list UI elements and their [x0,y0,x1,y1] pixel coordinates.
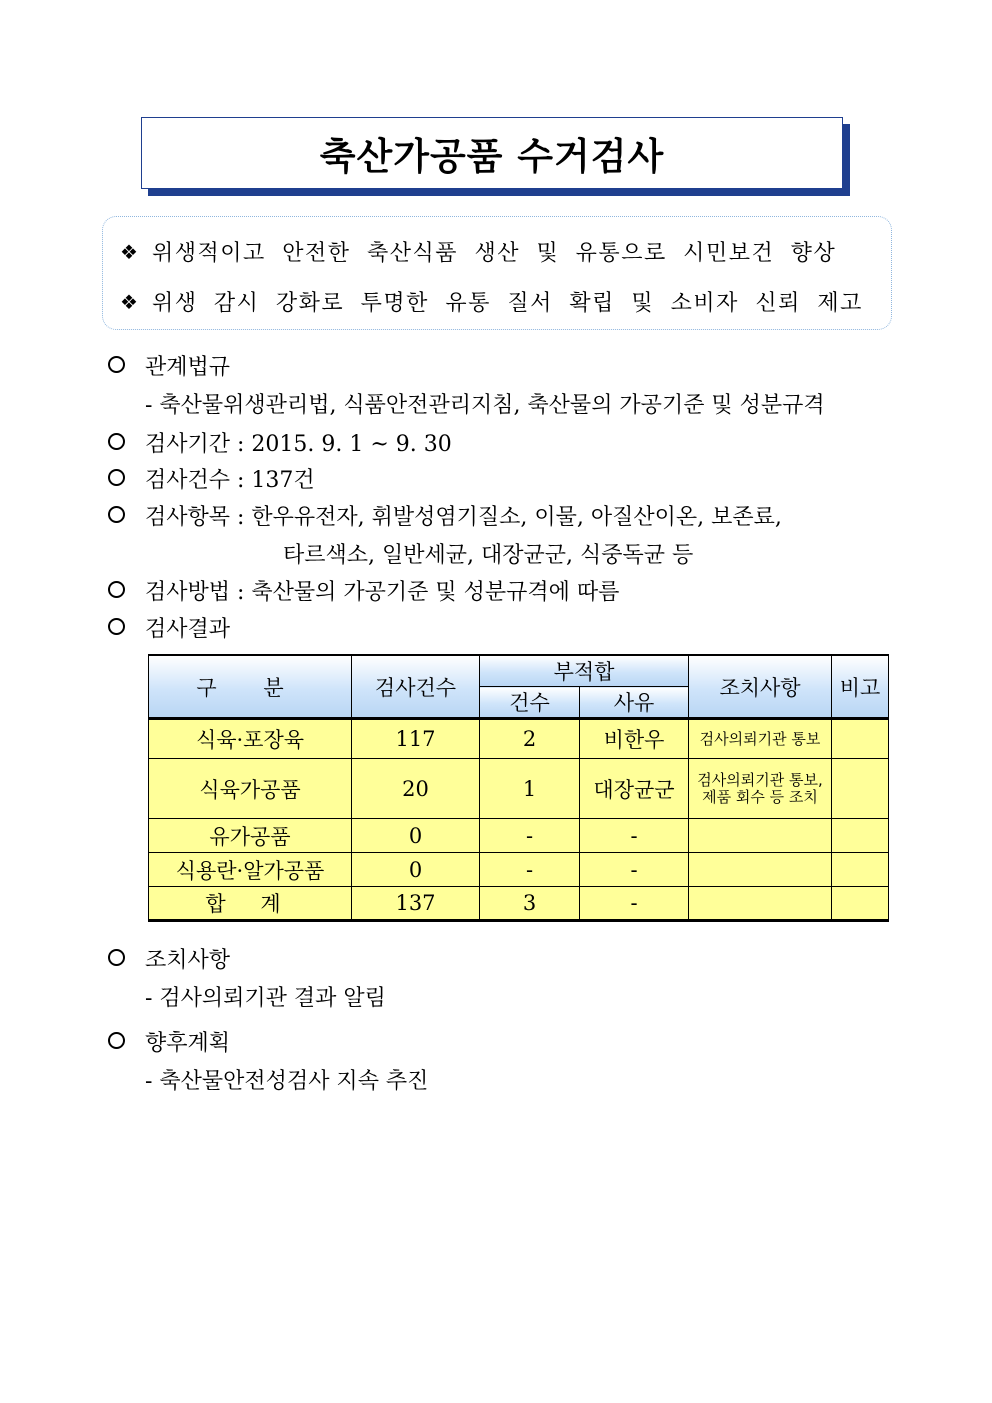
table-row [149,853,889,887]
cell-action: 검사의뢰기관 통보 [689,719,832,759]
header-nonconforming: 부적합 [480,655,689,687]
cell-category: 식육·포장육 [149,719,352,759]
cell-inspections: 117 [352,719,480,759]
cell-nc-reason: 비한우 [580,719,689,759]
header-remark: 비고 [832,655,889,719]
cell-action: 검사의뢰기관 통보, 제품 회수 등 조치 [689,759,832,819]
goal-text: 위생 감시 강화로 투명한 유통 질서 확립 및 소비자 신뢰 제고 [151,291,863,316]
circle-bullet-icon [108,433,125,450]
cell-inspections: 0 [352,853,480,887]
table-row-total [149,887,889,921]
cell-action [689,819,832,853]
law-label: 관계법규 [145,355,231,380]
cell-remark [832,853,889,887]
actions-detail: - 검사의뢰기관 결과 알림 [145,986,386,1011]
table-row [149,819,889,853]
law-detail: - 축산물위생관리법, 식품안전관리지침, 축산물의 가공기준 및 성분규격 [145,393,825,418]
cell-action [689,853,832,887]
circle-bullet-icon [108,469,125,486]
cell-inspections: 20 [352,759,480,819]
cell-nc-count: 2 [480,719,580,759]
goal-item [120,236,836,267]
diamond-bullet-icon: ❖ [120,289,138,314]
cell-category: 유가공품 [149,819,352,853]
cell-inspections: 137 [352,887,480,921]
goal-text: 위생적이고 안전한 축산식품 생산 및 유통으로 시민보건 향상 [151,241,837,266]
actions-label: 조치사항 [145,948,231,973]
cell-nc-reason: - [580,853,689,887]
circle-bullet-icon [108,506,125,523]
table-row [149,759,889,819]
header-nc-count: 건수 [480,687,580,719]
cell-remark [832,759,889,819]
header-inspections: 검사건수 [352,655,480,719]
cell-nc-reason: - [580,819,689,853]
circle-bullet-icon [108,1032,125,1049]
cell-nc-count: - [480,853,580,887]
title-box [141,117,843,189]
table-row [149,719,889,759]
header-nc-reason: 사유 [580,687,689,719]
cell-category: 식육가공품 [149,759,352,819]
items-line-2: 타르색소, 일반세균, 대장균군, 식중독균 등 [283,543,694,568]
cell-remark [832,719,889,759]
result-label: 검사결과 [145,617,231,642]
header-action: 조치사항 [689,655,832,719]
cell-nc-count: 3 [480,887,580,921]
diamond-bullet-icon: ❖ [120,239,138,264]
cell-remark [832,887,889,921]
plan-detail: - 축산물안전성검사 지속 추진 [145,1069,429,1094]
page-title: 축산가공품 수거검사 [319,135,665,178]
circle-bullet-icon [108,618,125,635]
cell-category: 합 계 [149,887,352,921]
cell-nc-count: - [480,819,580,853]
cell-nc-reason: - [580,887,689,921]
cell-action [689,887,832,921]
cell-category: 식용란·알가공품 [149,853,352,887]
count-text: 검사건수 : 137건 [145,468,315,493]
circle-bullet-icon [108,581,125,598]
cell-remark [832,819,889,853]
result-table [148,654,889,922]
items-line-1: 검사항목 : 한우유전자, 휘발성염기질소, 이물, 아질산이온, 보존료, [145,505,782,530]
plan-label: 향후계획 [145,1031,231,1056]
header-category: 구 분 [149,655,352,719]
circle-bullet-icon [108,356,125,373]
cell-nc-count: 1 [480,759,580,819]
method-text: 검사방법 : 축산물의 가공기준 및 성분규격에 따름 [145,580,620,605]
period-text: 검사기간 : 2015. 9. 1 ~ 9. 30 [145,432,452,457]
goal-item [120,286,863,317]
circle-bullet-icon [108,949,125,966]
cell-nc-reason: 대장균군 [580,759,689,819]
cell-inspections: 0 [352,819,480,853]
